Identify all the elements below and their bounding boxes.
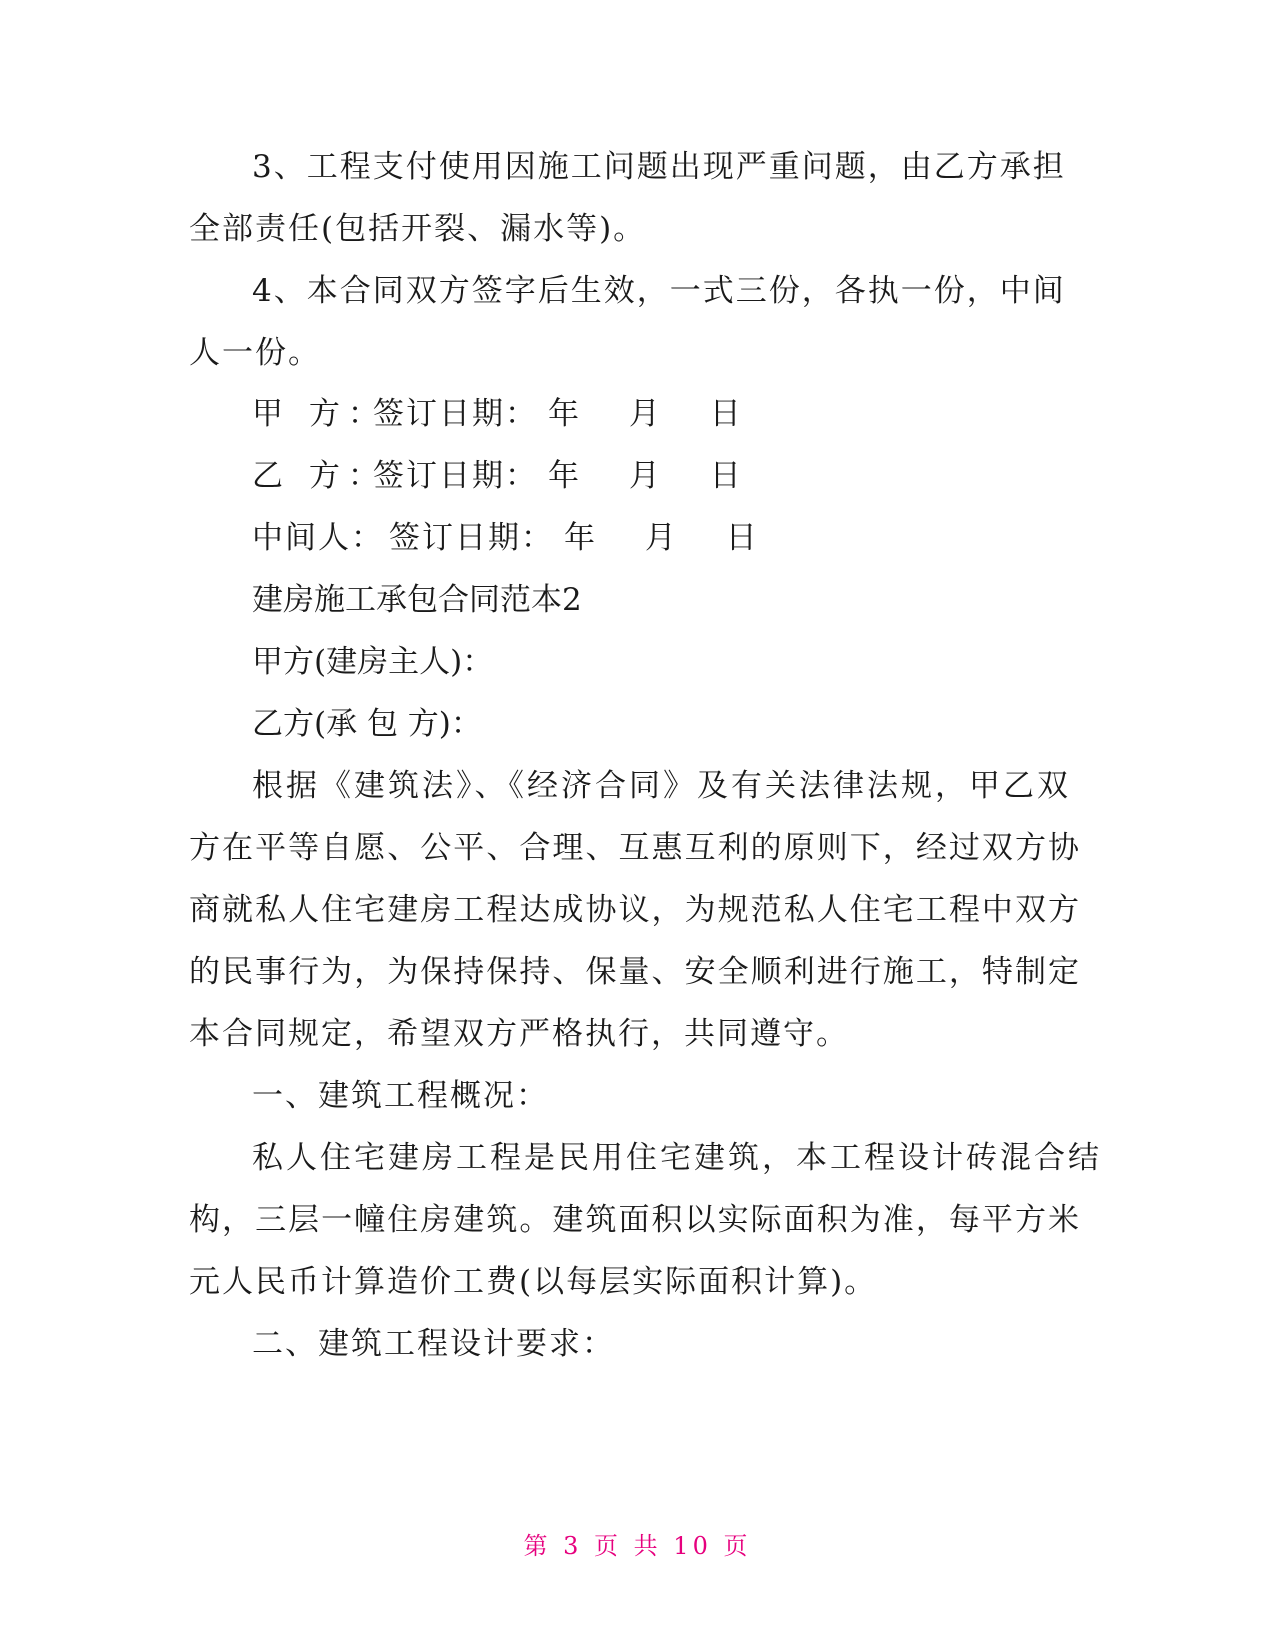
intro-line-3: 商就私人住宅建房工程达成协议，为规范私人住宅工程中双方	[189, 892, 1079, 928]
overview-line-2: 构，三层一幢住房建筑。建筑面积以实际面积为准，每平方米	[189, 1202, 1079, 1238]
overview-line-3: 元人民币计算造价工费(以每层实际面积计算)。	[189, 1264, 878, 1300]
clause-3-line-1: 3、工程支付使用因施工问题出现严重问题，由乙方承担	[252, 149, 1066, 185]
intro-line-1: 根据《建筑法》、《经济合同》及有关法律法规，甲乙双	[252, 768, 1071, 804]
overview-line-1: 私人住宅建房工程是民用住宅建筑，本工程设计砖混合结	[252, 1140, 1102, 1176]
intro-line-5: 本合同规定，希望双方严格执行，共同遵守。	[189, 1016, 849, 1052]
signature-party-b-date-label: 签订日期：	[373, 458, 538, 494]
signature-party-b-label: 乙 方：	[252, 458, 387, 494]
intro-line-2: 方在平等自愿、公平、合理、互惠互利的原则下，经过双方协	[189, 830, 1079, 866]
clause-3-line-2: 全部责任(包括开裂、漏水等)。	[189, 211, 647, 247]
section-title: 建房施工承包合同范本2	[252, 582, 582, 618]
signature-intermediary-date-label: 签订日期：	[389, 520, 554, 556]
signature-party-a-label: 甲 方：	[252, 396, 387, 432]
clause-4-line-1: 4、本合同双方签字后生效，一式三份，各执一份，中间	[252, 273, 1066, 309]
heading-design-requirements: 二、建筑工程设计要求：	[252, 1326, 615, 1362]
clause-4-line-2: 人一份。	[189, 335, 321, 371]
party-a-line: 甲方(建房主人)：	[252, 644, 494, 680]
signature-intermediary-date: 年 月 日	[564, 520, 777, 556]
page-number-footer: 第 3 页 共 10 页	[523, 1532, 752, 1560]
intro-line-4: 的民事行为，为保持保持、保量、安全顺利进行施工，特制定	[189, 954, 1079, 990]
party-b-line: 乙方(承 包 方)：	[252, 706, 482, 742]
heading-project-overview: 一、建筑工程概况：	[252, 1078, 549, 1114]
signature-party-b-date: 年 月 日	[548, 458, 761, 494]
signature-intermediary-label: 中间人：	[252, 520, 384, 556]
signature-party-a-date-label: 签订日期：	[373, 396, 538, 432]
signature-party-a-date: 年 月 日	[548, 396, 761, 432]
